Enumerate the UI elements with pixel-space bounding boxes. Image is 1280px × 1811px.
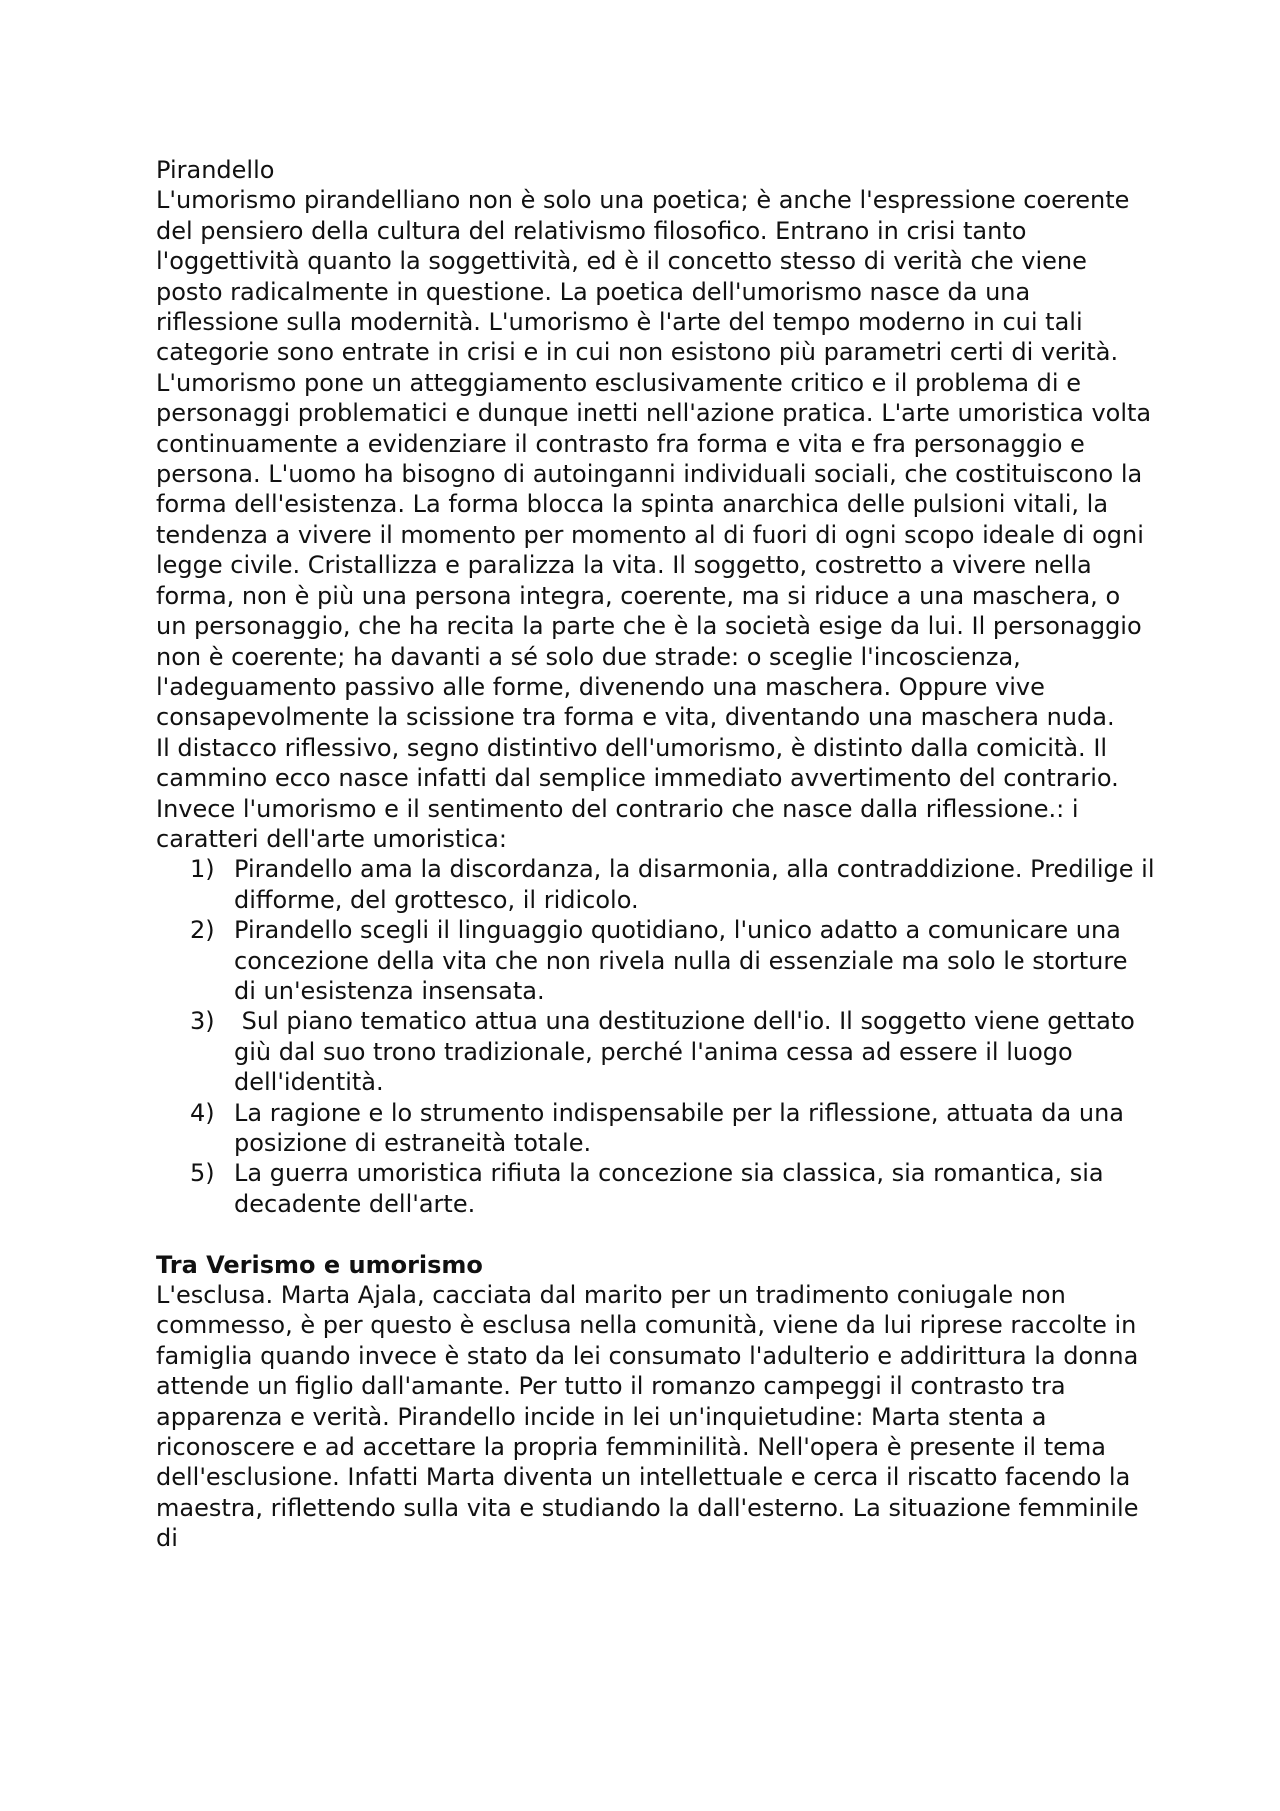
characteristics-list	[156, 854, 1156, 1219]
list-item-number: 3)	[190, 1007, 215, 1036]
list-item-text: Sul piano tematico attua una destituzione dell'io. Il soggetto viene gettato giù dal suo trono tradizionale, perché l'anima cessa ad essere il luogo dell'identità.	[234, 1007, 1143, 1097]
document-title: Pirandello	[156, 156, 275, 184]
list-item	[190, 1006, 1156, 1097]
list-item	[190, 915, 1156, 1006]
list-item-text: La guerra umoristica rifiuta la concezione sia classica, sia romantica, sia decadente dell'arte.	[234, 1159, 1104, 1218]
list-item-number: 5)	[190, 1159, 215, 1188]
list-item-text: Pirandello ama la discordanza, la disarmonia, alla contraddizione. Predilige il difforme, del grottesco, il ridicolo.	[234, 855, 1155, 914]
list-item	[190, 854, 1156, 915]
paragraph-esclusa: L'esclusa. Marta Ajala, cacciata dal marito per un tradimento coniugale non commesso, è per questo è esclusa nella comunità, viene da lui riprese raccolte in famiglia quando invece è stato da lei consumato l'adulterio e addirittura la donna attende un figlio dall'amante. Per tutto il romanzo campeggi il contrasto tra apparenza e verità. Pirandello incide in lei un'inquietudine: Marta stenta a riconoscere e ad accettare la propria femminilità. Nell'opera è presente il tema dell'esclusione. Infatti Marta diventa un intellettuale e cerca il riscatto facendo la maestra, riflettendo sulla vita e studiando la dall'esterno. La situazione femminile di	[156, 1281, 1139, 1553]
paragraph-comicita: Il distacco riflessivo, segno distintivo dell'umorismo, è distinto dalla comicità. Il cammino ecco nasce infatti dal semplice immediato avvertimento del contrario. Invece l'umorismo e il sentimento del contrario che nasce dalla riflessione.: i caratteri dell'arte umoristica:	[156, 733, 1119, 853]
paragraph-intro: L'umorismo pirandelliano non è solo una poetica; è anche l'espressione coerente del pensiero della cultura del relativismo filosofico. Entrano in crisi tanto l'oggettività quanto la soggettività, ed è il concetto stesso di verità che viene posto radicalmente in questione. La poetica dell'umorismo nasce da una riflessione sulla modernità. L'umorismo è l'arte del tempo moderno in cui tali categorie sono entrate in crisi e in cui non esistono più parametri certi di verità. L'umorismo pone un atteggiamento esclusivamente critico e il problema di e personaggi problematici e dunque inetti nell'azione pratica. L'arte umoristica volta continuamente a evidenziare il contrasto fra forma e vita e fra personaggio e persona. L'uomo ha bisogno di autoinganni individuali sociali, che costituiscono la forma dell'esistenza. La forma blocca la spinta anarchica delle pulsioni vitali, la tendenza a vivere il momento per momento al di fuori di ogni scopo ideale di ogni legge civile. Cristallizza e paralizza la vita. Il soggetto, costretto a vivere nella forma, non è più una persona integra, coerente, ma si riduce a una maschera, o un personaggio, che ha recita la parte che è la società esige da lui. Il personaggio non è coerente; ha davanti a sé solo due strade: o sceglie l'incoscienza, l'adeguamento passivo alle forme, divenendo una maschera. Oppure vive consapevolmente la scissione tra forma e vita, diventando una maschera nuda.	[156, 186, 1152, 732]
list-item-number: 4)	[190, 1098, 215, 1127]
document-page	[156, 155, 1156, 1554]
blank-line	[156, 1219, 1156, 1249]
list-item-text: La ragione e lo strumento indispensabile per la riflessione, attuata da una posizione di estraneità totale.	[234, 1098, 1124, 1157]
list-item-number: 1)	[190, 855, 215, 884]
section-heading: Tra Verismo e umorismo	[156, 1250, 483, 1279]
list-item	[190, 1098, 1156, 1159]
list-item-number: 2)	[190, 916, 215, 945]
list-item	[190, 1158, 1156, 1219]
list-item-text: Pirandello scegli il linguaggio quotidiano, l'unico adatto a comunicare una concezione della vita che non rivela nulla di essenziale ma solo le storture di un'esistenza insensata.	[234, 916, 1128, 1005]
